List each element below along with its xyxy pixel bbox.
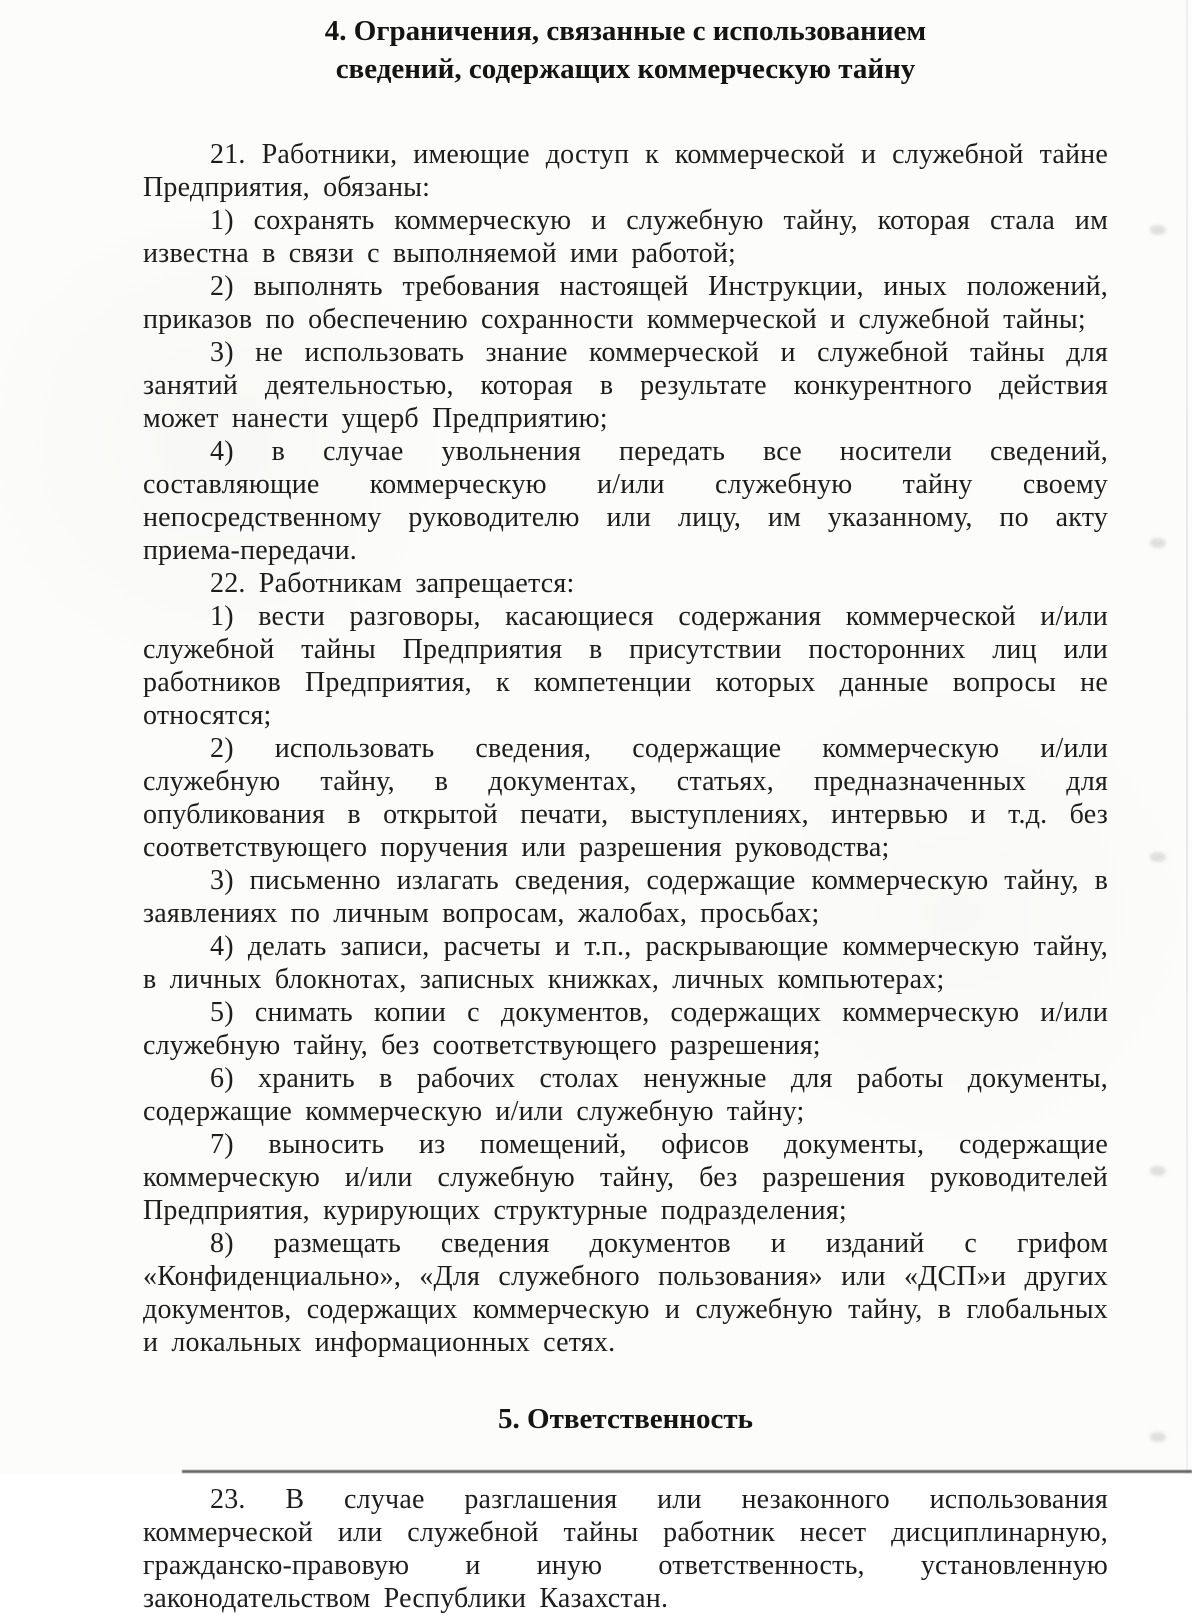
list-item-22-5: 5) снимать копии с документов, содержащих коммерческую и/или служебную тайну, без соответствующего разрешения; — [143, 997, 1108, 1061]
list-item-22-8: 8) размещать сведения документов и изданий с грифом «Конфиденциально», «Для служебного пользования» или «ДСП»и других документов, содержащих коммерческую и служебную тайну, в глобальных и локальных информационных сетях. — [143, 1228, 1108, 1358]
scan-artifact-mark — [1150, 225, 1166, 235]
list-item-22-1: 1) вести разговоры, касающиеся содержания коммерческой и/или служебной тайны Предприятия в присутствии посторонних лиц или работников Предприятия, к компетенции которых данные вопросы не относятся; — [143, 601, 1108, 731]
paragraph-21: 21. Работники, имеющие доступ к коммерческой и служебной тайне Предприятия, обязаны: — [143, 139, 1108, 203]
scan-artifact-right-edge-line — [1186, 0, 1188, 1474]
paragraph-22: 22. Работникам запрещается: — [210, 568, 575, 599]
section-4-heading-line-1: 4. Ограничения, связанные с использованием — [324, 15, 927, 47]
list-item-22-2: 2) использовать сведения, содержащие коммерческую и/или служебную тайну, в документах, статьях, предназначенных для опубликования в открытой печати, выступлениях, интервью и т.д. без соответствующего поручения или разрешения руководства; — [143, 733, 1108, 863]
list-item-21-1: 1) сохранять коммерческую и служебную тайну, которая стала им известна в связи с выполняемой ими работой; — [143, 205, 1108, 269]
list-item-21-3: 3) не использовать знание коммерческой и служебной тайны для занятий деятельностью, которая в результате конкурентного действия может нанести ущерб Предприятию; — [143, 337, 1108, 434]
list-item-22-6: 6) хранить в рабочих столах ненужные для работы документы, содержащие коммерческую и/или служебную тайну; — [143, 1063, 1108, 1127]
paragraph-23: 23. В случае разглашения или незаконного использования коммерческой или служебной тайны работник несет дисциплинарную, гражданско-правовую и иную ответственность, установленную законодательством Республики Казахстан. — [143, 1484, 1108, 1614]
scan-artifact-mark — [1150, 1432, 1166, 1442]
scan-artifact-bottom-line — [182, 1470, 1192, 1473]
list-item-22-3: 3) письменно излагать сведения, содержащие коммерческую тайну, в заявлениях по личным вопросам, жалобах, просьбах; — [143, 865, 1108, 929]
list-item-21-2: 2) выполнять требования настоящей Инструкции, иных положений, приказов по обеспечению сохранности коммерческой и служебной тайны; — [143, 271, 1108, 335]
scan-artifact-mark — [1150, 852, 1166, 862]
section-5-heading: 5. Ответственность — [498, 1403, 753, 1435]
list-item-21-4: 4) в случае увольнения передать все носители сведений, составляющие коммерческую и/или служебную тайну своему непосредственному руководителю или лицу, им указанному, по акту приема-передачи. — [143, 436, 1108, 566]
list-item-22-4: 4) делать записи, расчеты и т.п., раскрывающие коммерческую тайну, в личных блокнотах, записных книжках, личных компьютерах; — [143, 931, 1108, 995]
scan-artifact-mark — [1150, 1166, 1166, 1176]
list-item-22-7: 7) выносить из помещений, офисов документы, содержащие коммерческую и/или служебную тайну, без разрешения руководителей Предприятия, курирующих структурные подразделения; — [143, 1129, 1108, 1226]
section-4-heading — [143, 12, 1108, 88]
document-body — [143, 12, 1108, 1615]
section-4-heading-line-2: сведений, содержащих коммерческую тайну — [335, 53, 916, 85]
scan-artifact-mark — [1150, 538, 1166, 548]
